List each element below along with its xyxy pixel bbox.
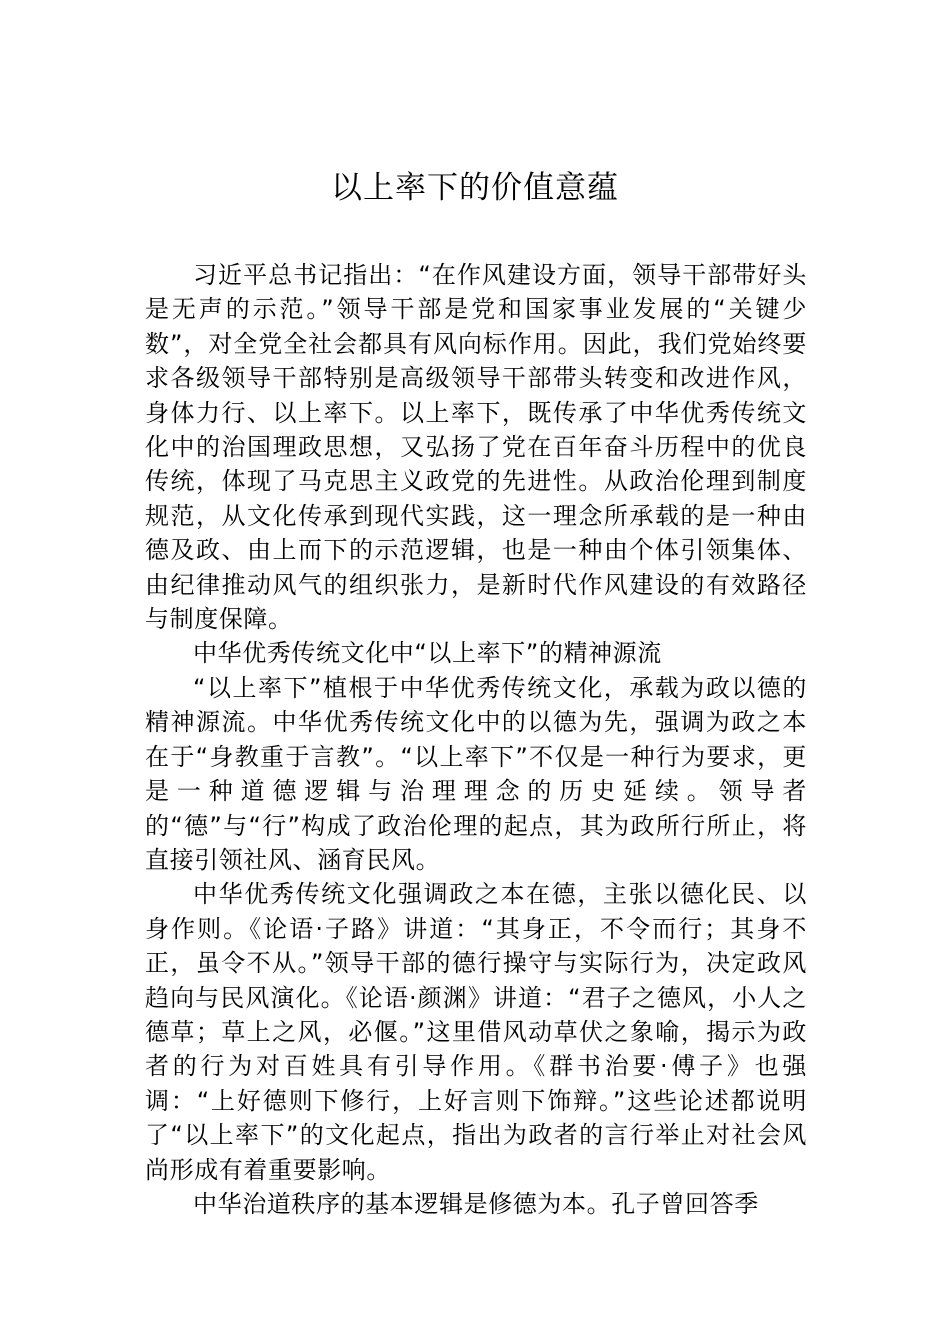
- section-heading: 中华优秀传统文化中“以上率下”的精神源流: [193, 639, 662, 668]
- paragraph-origin: “以上率下”植根于中华优秀传统文化，承载为政以德的精神源流。中华优秀传统文化中的以德为先，强调为政之本在于“身教重于言教”。“以上率下”不仅是一种行为要求，更是一种道德逻辑与治理理念的历史延续。领导者的“德”与“行”构成了政治伦理的起点，其为政所行所止，将直接引领社风、涵育民风。: [145, 673, 807, 874]
- paragraph-intro: 习近平总书记指出：“在作风建设方面，领导干部带好头是无声的示范。”领导干部是党和国家事业发展的“关键少数”，对全党全社会都具有风向标作用。因此，我们党始终要求各级领导干部特别是高级领导干部带头转变和改进作风，身体力行、以上率下。以上率下，既传承了中华优秀传统文化中的治国理政思想，又弘扬了党在百年奋斗历程中的优良传统，体现了马克思主义政党的先进性。从政治伦理到制度规范，从文化传承到现代实践，这一理念所承载的是一种由德及政、由上而下的示范逻辑，也是一种由个体引领集体、由纪律推动风气的组织张力，是新时代作风建设的有效路径与制度保障。: [145, 261, 807, 634]
- document-title: 以上率下的价值意蕴: [331, 170, 619, 206]
- document-body: [145, 258, 807, 1221]
- paragraph-governance: 中华治道秩序的基本逻辑是修德为本。孔子曾回答季: [193, 1189, 759, 1218]
- paragraph-classics: 中华优秀传统文化强调政之本在德，主张以德化民、以身作则。《论语·子路》讲道：“其身正，不令而行；其身不正，虽令不从。”领导干部的德行操守与实际行为，决定政风趋向与民风演化。《论语·颜渊》讲道：“君子之德风，小人之德草；草上之风，必偃。”这里借风动草伏之象喻，揭示为政者的行为对百姓具有引导作用。《群书治要·傅子》也强调：“上好德则下修行，上好言则下饰辩。”这些论述都说明了“以上率下”的文化起点，指出为政者的言行举止对社会风尚形成有着重要影响。: [145, 880, 807, 1184]
